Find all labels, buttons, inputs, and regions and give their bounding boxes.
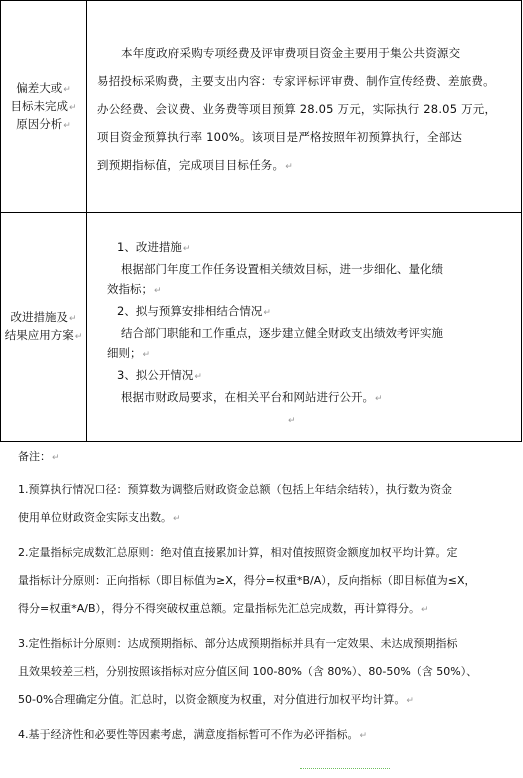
note-line: 量指标计分原则：正向指标（即目标值为≥X，得分=权重*B/A），反向指标（即目标值为≤X， <box>18 574 476 587</box>
deviation-analysis-row <box>1 1 522 213</box>
deviation-analysis-label <box>1 1 87 213</box>
note-line: 2.定量指标完成数汇总原则：绝对值直接累加计算，相对值按照资金额度加权平均计算。定 <box>18 546 458 559</box>
label-line: 目标未完成↵ <box>10 98 77 113</box>
note-item <box>18 539 518 624</box>
improvement-heading: 3、拟公开情况↵ <box>117 368 202 382</box>
analysis-line: 本年度政府采购专项经费及评审费项目资金主要用于集公共资源交 <box>121 45 461 60</box>
notes-section <box>18 448 518 750</box>
improvement-label <box>1 213 87 442</box>
note-item <box>18 630 518 715</box>
note-line: 得分=权重*A/B），得分不得突破权重总额。定量指标先汇总完成数，再计算得分。↵ <box>18 602 429 615</box>
note-line: 1.预算执行情况口径：预算数为调整后财政资金总额（包括上年结余结转），执行数为资金 <box>18 483 452 496</box>
improvement-text: 结合部门职能和工作重点，逐步建立健全财政支出绩效考评实施 <box>121 326 443 340</box>
note-item <box>18 721 518 750</box>
improvement-text: 细则；↵ <box>107 346 151 360</box>
analysis-line: 易招投标采购费，主要支出内容：专家评标评审费、制作宣传经费、差旅费。 <box>97 73 495 88</box>
improvement-heading: 1、改进措施↵ <box>117 240 191 254</box>
analysis-paragraph <box>87 25 521 189</box>
label-line: 偏差大或↵ <box>16 80 71 95</box>
paragraph-mark: ↵ <box>288 416 296 426</box>
label-line: 结果应用方案↵ <box>4 328 83 342</box>
improvement-heading: 2、拟与预算安排相结合情况↵ <box>117 304 271 318</box>
improvement-list <box>87 213 521 441</box>
note-line: 50-0%合理确定分值。汇总时，以资金额度为权重，对分值进行加权平均计算。↵ <box>18 693 414 706</box>
improvement-row <box>1 213 522 442</box>
spellcheck-underline <box>300 768 390 769</box>
note-line: 且效果较差三档，分别按照该指标对应分值区间 100-80%（含 80%）、80-50%（含 50%）、 <box>18 665 478 678</box>
note-line: 使用单位财政资金实际支出数。↵ <box>18 511 181 524</box>
improvement-text: 根据市财政局要求，在相关平台和网站进行公开。↵ <box>121 390 383 404</box>
deviation-analysis-content <box>87 1 522 213</box>
analysis-line: 到预期指标值，完成项目目标任务。↵ <box>97 157 293 172</box>
notes-title: 备注：↵ <box>18 450 60 463</box>
label-line: 原因分析↵ <box>16 116 71 131</box>
note-item <box>18 476 518 533</box>
note-line: 3.定性指标计分原则：达成预期指标、部分达成预期指标并具有一定效果、未达成预期指标 <box>18 637 458 650</box>
improvement-content <box>87 213 522 442</box>
label-line: 改进措施及↵ <box>10 310 77 324</box>
note-line: 4.基于经济性和必要性等因素考虑，满意度指标暂可不作为必评指标。↵ <box>18 728 368 741</box>
improvement-text: 根据部门年度工作任务设置相关绩效目标，进一步细化、量化绩 <box>121 262 443 276</box>
improvement-text: 效指标；↵ <box>107 282 162 296</box>
analysis-line: 办公经费、会议费、业务费等项目预算 28.05 万元，实际执行 28.05 万元， <box>97 101 497 116</box>
analysis-line: 项目资金预算执行率 100%。该项目是严格按照年初预算执行，全部达 <box>97 129 463 144</box>
